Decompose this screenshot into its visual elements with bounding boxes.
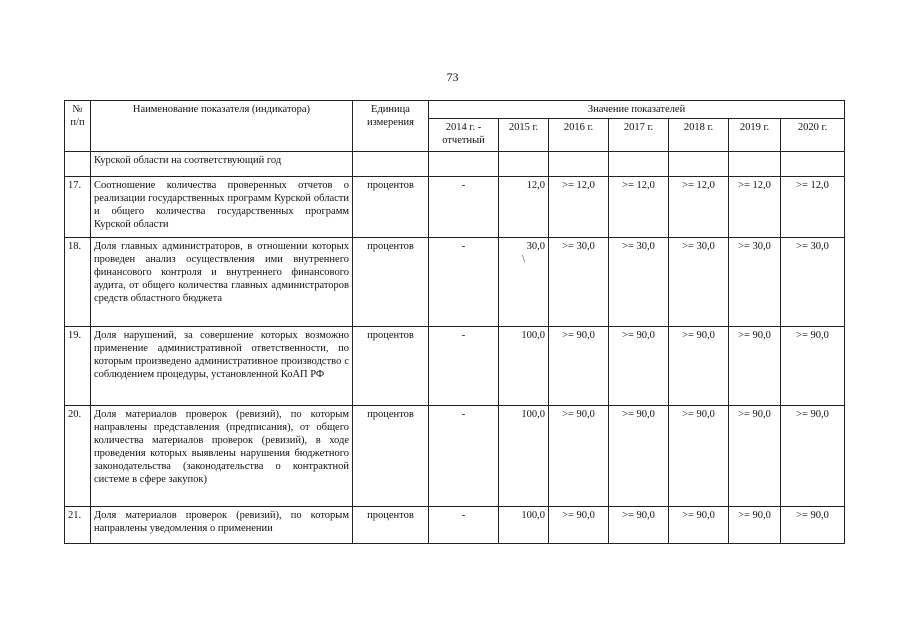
cell-num: 20. — [65, 406, 91, 507]
cell-value: >= 90,0 — [669, 406, 729, 507]
cell-value-text: 30,0 — [526, 241, 545, 252]
table-row — [65, 238, 845, 327]
cell-value: >= 90,0 — [609, 406, 669, 507]
cell-value: >= 30,0 — [549, 238, 609, 327]
cell-unit: процентов — [353, 177, 429, 238]
cell-value: >= 12,0 — [729, 177, 781, 238]
cell-value: - — [429, 327, 499, 406]
cell-value — [609, 152, 669, 177]
header-num: № п/п — [65, 101, 91, 152]
page-number: 73 — [446, 70, 459, 84]
cell-name: Доля материалов проверок (ревизий), по которым направлены представления (предписания), от общего количества материалов проверок (ревизий), в ходе проведения которых выявлены нарушения бюджетного законодательства (законодательства о контрактной системе в сфере закупок) — [91, 406, 353, 507]
cell-value: >= 12,0 — [781, 177, 845, 238]
cell-unit: процентов — [353, 327, 429, 406]
table-row — [65, 507, 845, 544]
cell-value: >= 90,0 — [669, 507, 729, 544]
header-unit: Единица измерения — [353, 101, 429, 152]
cell-value: >= 90,0 — [729, 327, 781, 406]
cell-value: >= 90,0 — [781, 327, 845, 406]
cell-value: 12,0 — [499, 177, 549, 238]
header-year: 2018 г. — [669, 119, 729, 152]
cell-name: Соотношение количества проверенных отчетов о реализации государственных программ Курской области и общего количества государственных программ Курской области — [91, 177, 353, 238]
table-row — [65, 327, 845, 406]
cell-value: >= 12,0 — [549, 177, 609, 238]
cell-value: >= 90,0 — [781, 406, 845, 507]
table-row-continuation — [65, 152, 845, 177]
cell-num: 17. — [65, 177, 91, 238]
cell-value — [669, 152, 729, 177]
cell-value — [549, 152, 609, 177]
cell-value: >= 30,0 — [669, 238, 729, 327]
cell-name: Доля нарушений, за совершение которых возможно применение административной ответственности, по которым произведено административное производство с соблюдением процедуры, установленной КоАП РФ — [91, 327, 353, 406]
table-row — [65, 406, 845, 507]
cell-value: >= 90,0 — [669, 327, 729, 406]
cell-value — [429, 152, 499, 177]
cell-unit: процентов — [353, 507, 429, 544]
cell-value — [729, 152, 781, 177]
header-name: Наименование показателя (индикатора) — [91, 101, 353, 152]
cell-unit: процентов — [353, 406, 429, 507]
cell-value: >= 90,0 — [729, 507, 781, 544]
indicators-table — [64, 100, 845, 544]
cell-num — [65, 152, 91, 177]
cell-unit — [353, 152, 429, 177]
cell-value: 100,0 — [499, 406, 549, 507]
header-year: 2014 г. - отчетный — [429, 119, 499, 152]
header-values-group: Значение показателей — [429, 101, 845, 119]
cell-value: >= 30,0 — [781, 238, 845, 327]
cell-value: >= 30,0 — [729, 238, 781, 327]
cell-value: >= 12,0 — [609, 177, 669, 238]
table-row — [65, 177, 845, 238]
cell-value: >= 12,0 — [669, 177, 729, 238]
header-year: 2015 г. — [499, 119, 549, 152]
header-year: 2020 г. — [781, 119, 845, 152]
cell-value: >= 90,0 — [609, 507, 669, 544]
cell-num: 19. — [65, 327, 91, 406]
cell-value — [781, 152, 845, 177]
cell-name: Доля материалов проверок (ревизий), по которым направлены уведомления о применении — [91, 507, 353, 544]
cell-value — [499, 152, 549, 177]
cell-value-with-mark — [499, 238, 549, 327]
cell-value: 100,0 — [499, 327, 549, 406]
cell-name: Доля главных администраторов, в отношении которых проведен анализ осуществления ими внутреннего финансового контроля и внутреннего финансового аудита, от общего количества главных администраторов средств областного бюджета — [91, 238, 353, 327]
header-year: 2017 г. — [609, 119, 669, 152]
handwritten-mark: \ — [522, 254, 525, 265]
cell-value: >= 90,0 — [729, 406, 781, 507]
cell-num: 21. — [65, 507, 91, 544]
cell-value: >= 90,0 — [609, 327, 669, 406]
cell-name: Курской области на соответствующий год — [91, 152, 353, 177]
header-year: 2019 г. — [729, 119, 781, 152]
cell-num: 18. — [65, 238, 91, 327]
cell-value: 100,0 — [499, 507, 549, 544]
cell-unit: процентов — [353, 238, 429, 327]
cell-value: >= 90,0 — [781, 507, 845, 544]
cell-value: - — [429, 238, 499, 327]
header-year: 2016 г. — [549, 119, 609, 152]
cell-value: - — [429, 406, 499, 507]
cell-value: >= 30,0 — [609, 238, 669, 327]
cell-value: - — [429, 177, 499, 238]
cell-value: >= 90,0 — [549, 327, 609, 406]
cell-value: >= 90,0 — [549, 406, 609, 507]
cell-value: >= 90,0 — [549, 507, 609, 544]
cell-value: - — [429, 507, 499, 544]
